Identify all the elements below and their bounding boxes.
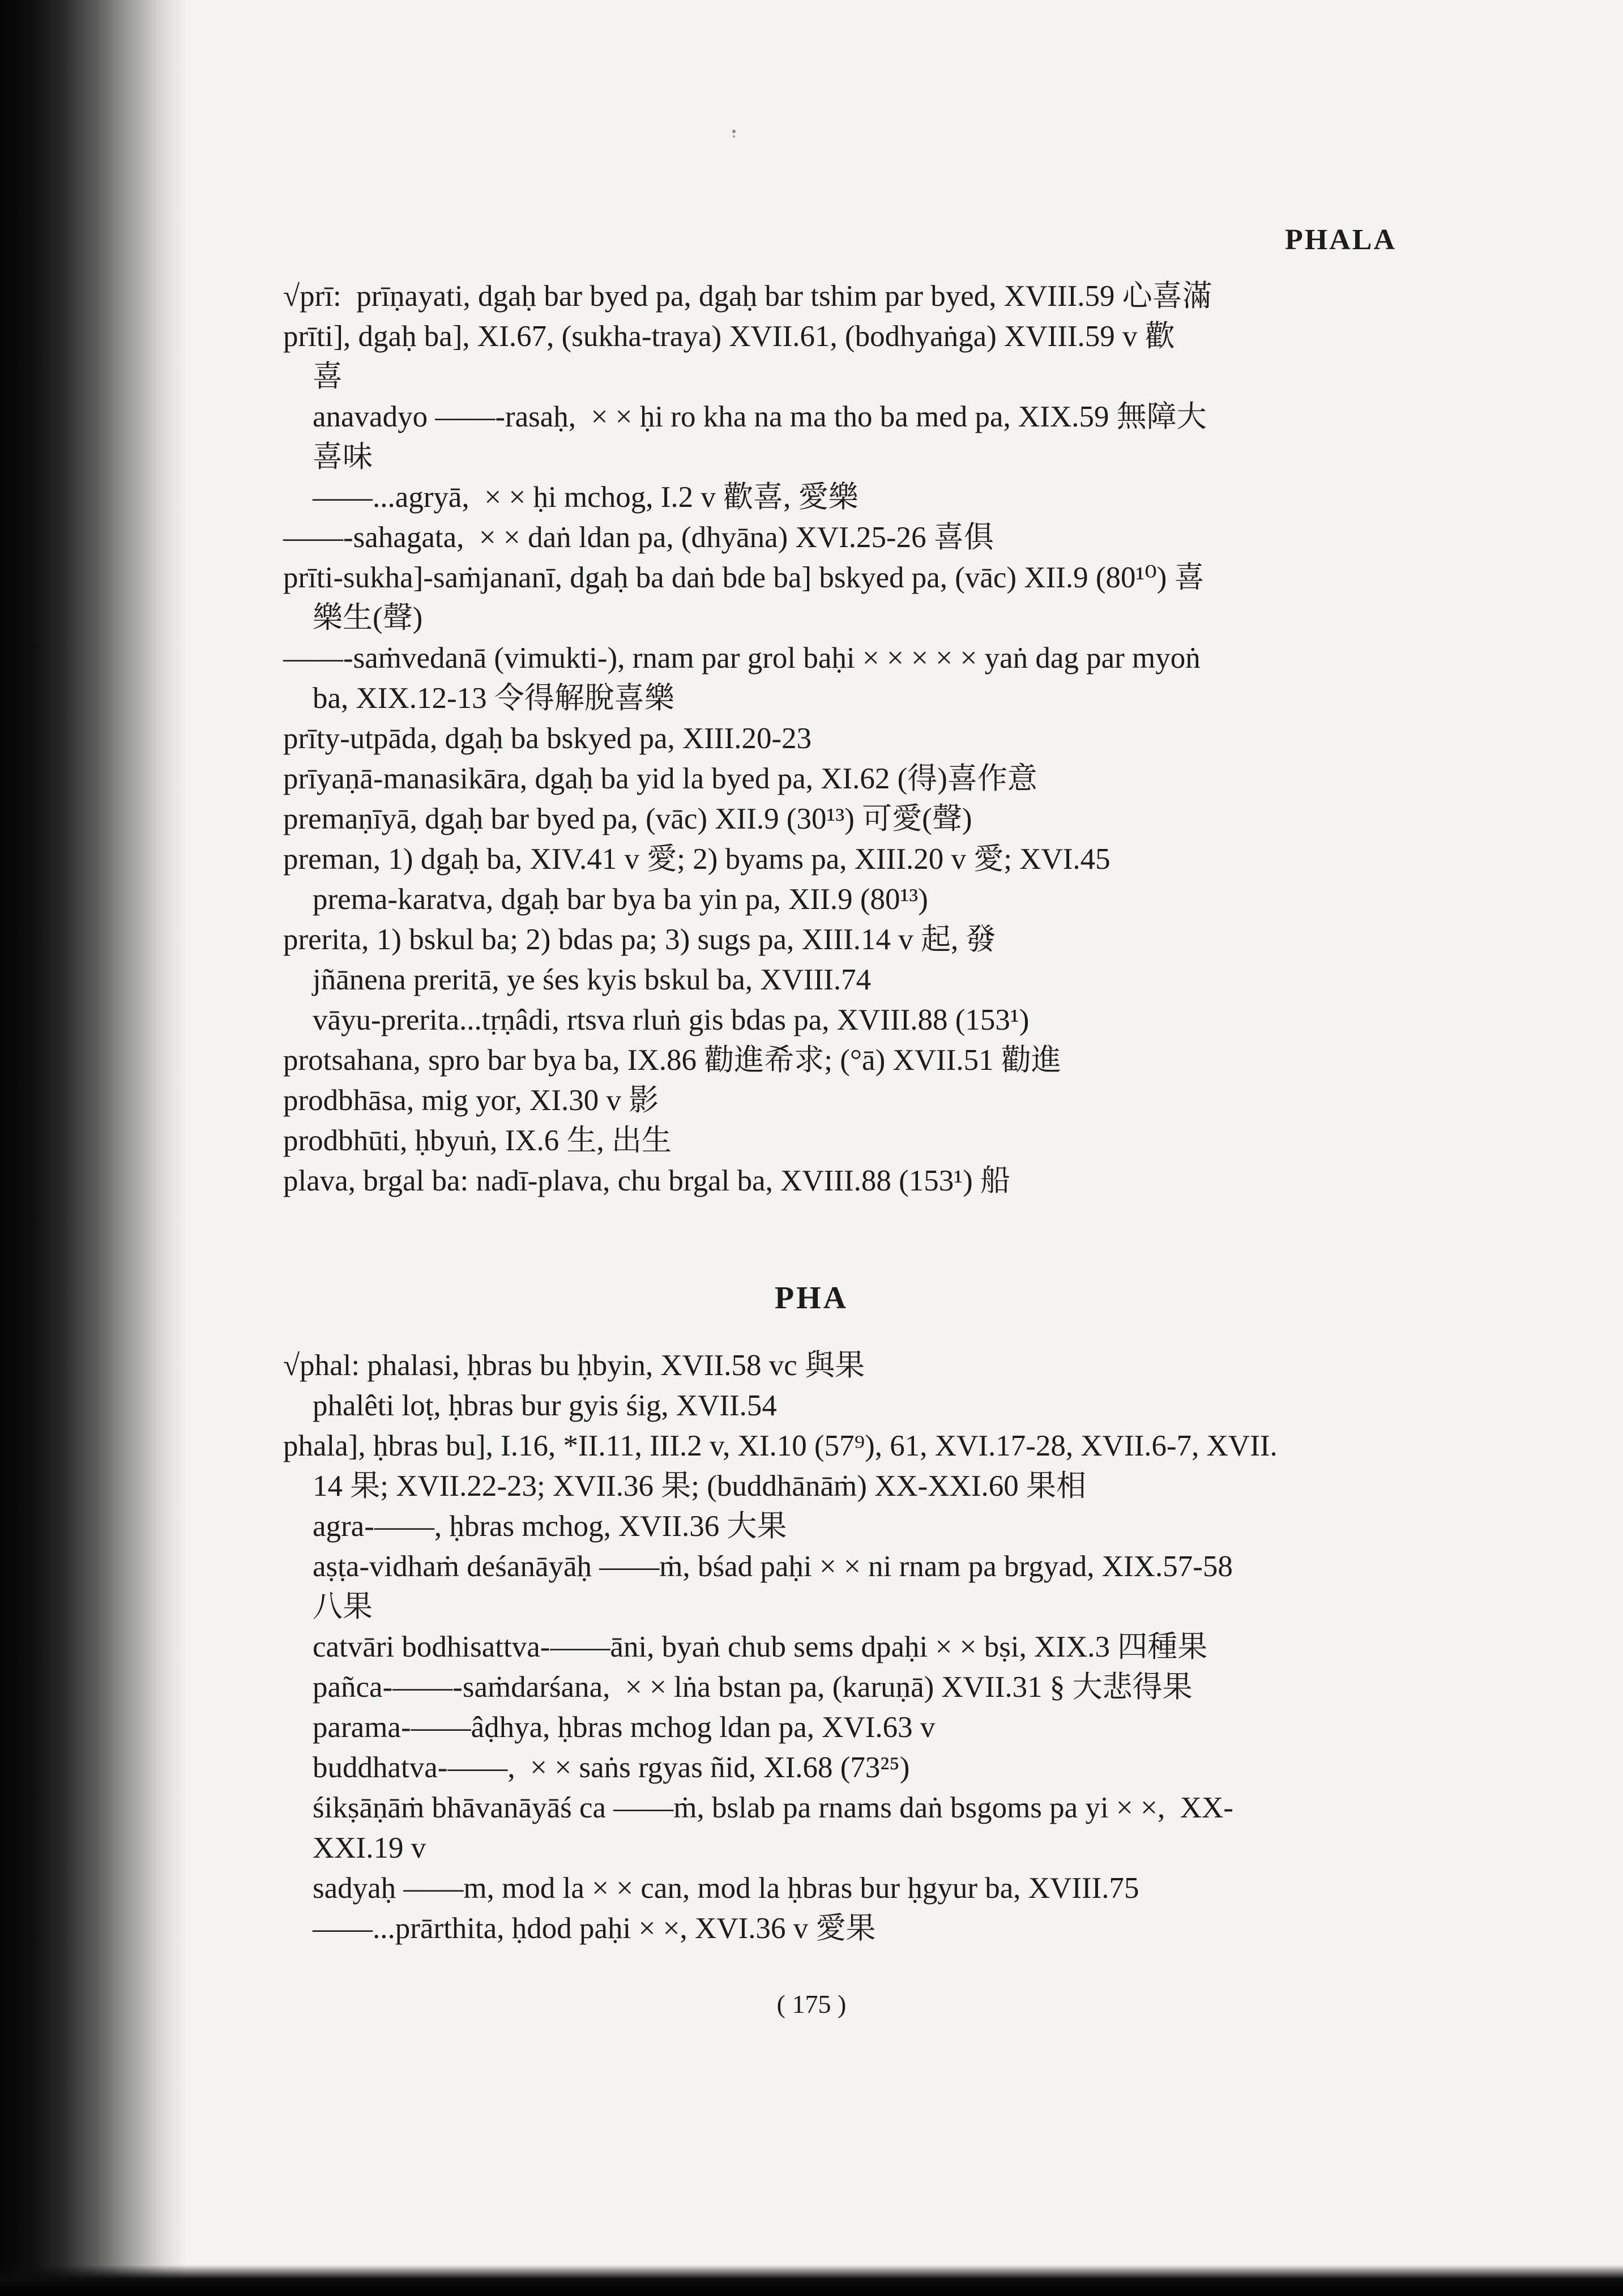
dictionary-line: agra-——, ḥbras mchog, XVII.36 大果 (313, 1510, 787, 1543)
dictionary-line: 喜味 (313, 441, 373, 473)
dictionary-entries-bottom (283, 1346, 1410, 1949)
dictionary-line: √prī: prīṇayati, dgaḥ bar byed pa, dgaḥ bar tshim par byed, XVIII.59 心喜滿 (283, 280, 1212, 313)
dictionary-entries-top (283, 276, 1410, 1201)
dictionary-line: buddhatva-——, × × saṅs rgyas ñid, XI.68 (73²⁵) (313, 1751, 910, 1784)
dictionary-line: prīty-utpāda, dgaḥ ba bskyed pa, XIII.20-23 (283, 722, 812, 755)
dictionary-line: prīyaṇā-manasikāra, dgaḥ ba yid la byed pa, XI.62 (得)喜作意 (283, 762, 1037, 795)
dictionary-line: ——-saṁvedanā (vimukti-), rnam par grol baḥi × × × × × yaṅ dag par myoṅ (283, 642, 1201, 675)
scan-bottom-edge (0, 2265, 1623, 2296)
dictionary-line: ba, XIX.12-13 令得解脫喜樂 (313, 682, 674, 715)
dictionary-line: phalêti loṭ, ḥbras bur gyis śig, XVII.54 (313, 1389, 777, 1422)
dictionary-line: protsahana, spro bar bya ba, IX.86 勸進希求; (°ā) XVII.51 勸進 (283, 1044, 1061, 1077)
dictionary-line: aṣṭa-vidhaṁ deśanāyāḥ ——ṁ, bśad paḥi × × ni rnam pa brgyad, XIX.57-58 (313, 1550, 1233, 1583)
dictionary-line: prodbhāsa, mig yor, XI.30 v 影 (283, 1084, 659, 1117)
running-head: PHALA (1285, 224, 1396, 256)
dictionary-line: XXI.19 v (313, 1832, 426, 1864)
dictionary-line: prerita, 1) bskul ba; 2) bdas pa; 3) sugs pa, XIII.14 v 起, 發 (283, 923, 996, 956)
dictionary-line: premaṇīyā, dgaḥ bar byed pa, (vāc) XII.9 (30¹³) 可愛(聲) (283, 803, 972, 835)
dictionary-line: ——-sahagata, × × daṅ ldan pa, (dhyāna) XVI.25-26 喜俱 (283, 521, 994, 554)
dictionary-line: 14 果; XVII.22-23; XVII.36 果; (buddhānāṁ) XX-XXI.60 果相 (313, 1470, 1086, 1503)
dictionary-line: jñānena preritā, ye śes kyis bskul ba, XVIII.74 (313, 963, 872, 996)
page-number: ( 175 ) (776, 1990, 847, 2018)
dictionary-line: prema-karatva, dgaḥ bar bya ba yin pa, XII.9 (80¹³) (313, 883, 928, 916)
dictionary-line: ——...prārthita, ḥdod paḥi × ×, XVI.36 v 愛果 (313, 1912, 876, 1945)
dictionary-line: √phal: phalasi, ḥbras bu ḥbyin, XVII.58 vc 與果 (283, 1349, 865, 1382)
dictionary-line: sadyaḥ ——m, mod la × × can, mod la ḥbras bur ḥgyur ba, XVIII.75 (313, 1872, 1139, 1905)
scan-spine-shadow (0, 0, 187, 2296)
dictionary-line: parama-——âḍhya, ḥbras mchog ldan pa, XVI.63 v (313, 1711, 936, 1744)
dictionary-line: pañca-——-saṁdarśana, × × lṅa bstan pa, (karuṇā) XVII.31 § 大悲得果 (313, 1671, 1193, 1704)
dictionary-line: prodbhūti, ḥbyuṅ, IX.6 生, 出生 (283, 1124, 672, 1157)
section-title: PHA (774, 1281, 849, 1316)
dictionary-line: phala], ḥbras bu], I.16, *II.11, III.2 v, XI.10 (57⁹), 61, XVI.17-28, XVII.6-7, XVII. (283, 1429, 1278, 1462)
dictionary-line: preman, 1) dgaḥ ba, XIV.41 v 愛; 2) byams pa, XIII.20 v 愛; XVI.45 (283, 843, 1111, 876)
dictionary-line: catvāri bodhisattva-——āni, byaṅ chub sems dpaḥi × × bṣi, XIX.3 四種果 (313, 1631, 1208, 1663)
dictionary-line: prīti-sukha]-saṁjananī, dgaḥ ba daṅ bde ba] bskyed pa, (vāc) XII.9 (80¹⁰) 喜 (283, 561, 1205, 594)
dictionary-line: prīti], dgaḥ ba], XI.67, (sukha-traya) XVII.61, (bodhyaṅga) XVIII.59 v 歡 (283, 320, 1175, 353)
dictionary-line: ——...agryā, × × ḥi mchog, I.2 v 歡喜, 愛樂 (313, 481, 859, 514)
dictionary-line: plava, brgal ba: nadī-plava, chu brgal ba, XVIII.88 (153¹) 船 (283, 1164, 1011, 1197)
dictionary-line: śikṣāṇāṁ bhāvanāyāś ca ——ṁ, bslab pa rnams daṅ bsgoms pa yi × ×, XX- (313, 1791, 1233, 1824)
scan-speck (731, 128, 737, 140)
dictionary-line: vāyu-prerita...tṛṇâdi, rtsva rluṅ gis bdas pa, XVIII.88 (153¹) (313, 1004, 1030, 1036)
dictionary-line: anavadyo ——-rasaḥ, × × ḥi ro kha na ma tho ba med pa, XIX.59 無障大 (313, 400, 1207, 433)
dictionary-line: 喜 (313, 360, 343, 393)
dictionary-line: 樂生(聲) (313, 601, 423, 634)
dictionary-line: 八果 (313, 1590, 373, 1623)
